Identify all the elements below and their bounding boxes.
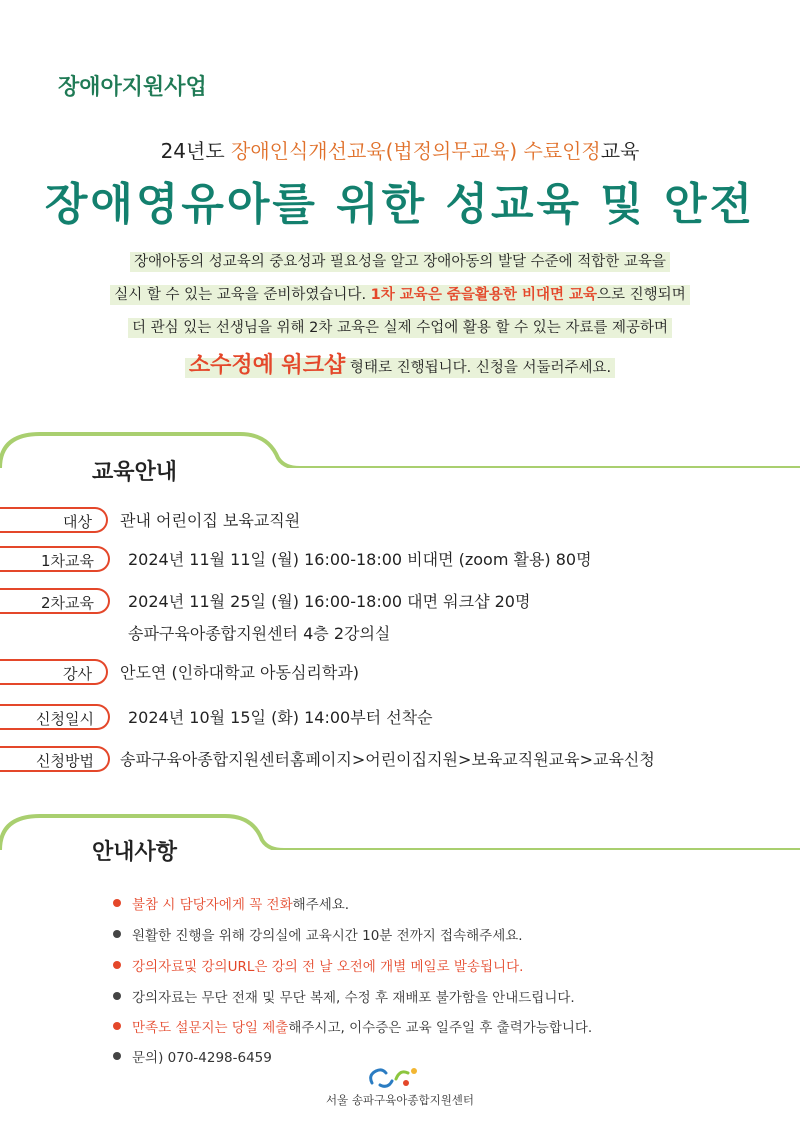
- row-label-session2: 2차교육: [0, 588, 110, 614]
- row-value-session2-venue: 송파구육아종합지원센터 4층 2강의실: [128, 624, 391, 643]
- notice-item: [132, 955, 523, 975]
- row-label-instructor: 강사: [0, 659, 108, 685]
- row-label-target: 대상: [0, 507, 108, 533]
- subtitle-suffix: 교육: [600, 139, 640, 163]
- notice-item-text: 강의자료는 무단 전재 및 무단 복제, 수정 후 재배포 불가함을 안내드립니다.: [132, 990, 575, 1006]
- notice-section-title: 안내사항: [92, 840, 178, 865]
- row-value-apply-date: 2024년 10월 15일 (화) 14:00부터 선착순: [128, 708, 433, 727]
- notice-bullet: [113, 1022, 121, 1030]
- notice-item-text: 해주세요.: [292, 897, 350, 913]
- notice-item: [132, 924, 523, 944]
- notice-bullet: [113, 961, 121, 969]
- center-logo-icon: [366, 1063, 436, 1091]
- notice-item-highlight: 강의자료및 강의URL은 강의 전 날 오전에 개별 메일로 발송됩니다.: [132, 959, 524, 975]
- intro-text-2b: 으로 진행되며: [597, 287, 686, 303]
- notice-item-highlight: 만족도 설문지는 당일 제출: [132, 1020, 289, 1036]
- footer-org-name: 서울 송파구육아종합지원센터: [325, 1093, 475, 1107]
- intro-text-2a: 실시 할 수 있는 교육을 준비하였습니다.: [114, 287, 371, 303]
- row-value-session2: 2024년 11월 25일 (월) 16:00-18:00 대면 워크샵 20명: [128, 592, 531, 611]
- notice-item-text: 문의) 070-4298-6459: [132, 1050, 272, 1066]
- subtitle-prefix: 24년도: [160, 139, 232, 163]
- intro-workshop-highlight: 소수정예 워크샵: [188, 353, 346, 378]
- info-section-title: 교육안내: [92, 460, 178, 485]
- notice-item: [132, 893, 349, 913]
- row-value-apply-method: 송파구육아종합지원센터홈페이지>어린이집지원>보육교직원교육>교육신청: [120, 750, 655, 769]
- row-label-apply-date: 신청일시: [0, 704, 110, 730]
- intro-text-2-highlight: 1차 교육은 줌을활용한 비대면 교육: [370, 287, 598, 303]
- row-value-target: 관내 어린이집 보육교직원: [120, 511, 301, 530]
- row-label-session1: 1차교육: [0, 546, 110, 572]
- intro-text-4-rest: 형태로 진행됩니다. 신청을 서둘러주세요.: [345, 360, 612, 376]
- notice-bullet: [113, 930, 121, 938]
- row-label-apply-method: 신청방법: [0, 746, 110, 772]
- intro-text-1: 장애아동의 성교육의 중요성과 필요성을 알고 장애아동의 발달 수준에 적합한 교육을: [130, 252, 670, 272]
- subtitle-line: [0, 135, 800, 164]
- row-value-instructor: 안도연 (인하대학교 아동심리학과): [120, 663, 360, 682]
- program-label: 장애아지원사업: [58, 75, 207, 100]
- notice-bullet: [113, 992, 121, 1000]
- intro-line-1: [0, 250, 800, 271]
- notice-item: [132, 1046, 272, 1066]
- notice-bullet: [113, 899, 121, 907]
- intro-text-4: [185, 353, 615, 378]
- intro-line-3: [0, 316, 800, 337]
- notice-item-text: 원활한 진행을 위해 강의실에 교육시간 10분 전까지 접속해주세요.: [132, 928, 523, 944]
- intro-line-4: [0, 348, 800, 379]
- notice-item: [132, 1016, 592, 1036]
- subtitle-highlight: 장애인식개선교육(법정의무교육) 수료인정: [231, 139, 601, 163]
- row-value-session1: 2024년 11월 11일 (월) 16:00-18:00 비대면 (zoom 활용) 80명: [128, 550, 592, 569]
- notice-item-text: 해주시고, 이수증은 교육 일주일 후 출력가능합니다.: [288, 1020, 593, 1036]
- main-title: 장애영유아를 위한 성교육 및 안전: [44, 179, 756, 230]
- notice-item: [132, 986, 575, 1006]
- intro-text-3: 더 관심 있는 선생님을 위해 2차 교육은 실제 수업에 활용 할 수 있는 자료를 제공하며: [128, 318, 672, 338]
- notice-bullet: [113, 1052, 121, 1060]
- intro-line-2: [0, 283, 800, 304]
- notice-item-highlight: 불참 시 담당자에게 꼭 전화: [132, 897, 293, 913]
- intro-text-2: [110, 285, 689, 305]
